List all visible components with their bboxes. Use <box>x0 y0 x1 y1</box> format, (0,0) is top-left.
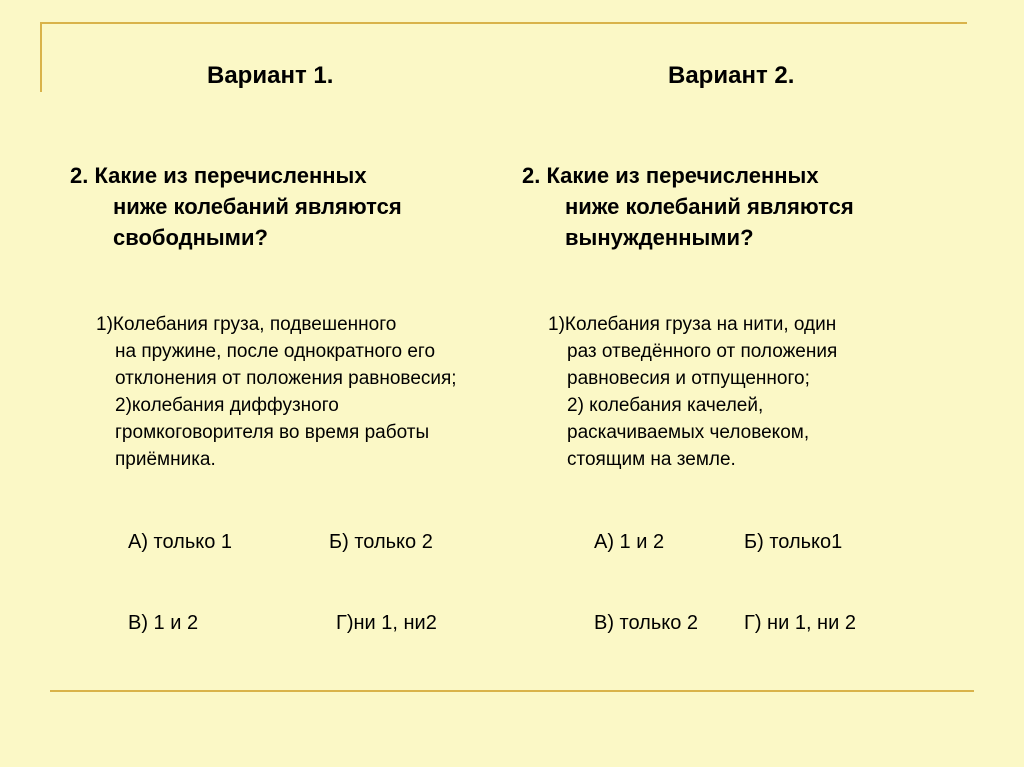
variant-1-option-a: А) только 1 <box>128 531 233 553</box>
variant-2-items <box>548 311 948 473</box>
left-rule <box>40 22 42 92</box>
variant-2-items-rest-1: раз отведённого от положения равновесия и отпущенного; <box>567 341 838 389</box>
variant-1-question <box>70 160 490 253</box>
variant-2-option-a: А) 1 и 2 <box>594 531 665 553</box>
variant-1-items-rest: на пружине, после однократного его отклонения от положения равновесия; 2)колебания диффузного громкоговорителя во время работы приёмника. <box>115 341 457 470</box>
variant-2-question-rest: ниже колебаний являются вынужденными? <box>565 194 854 250</box>
variant-2-items-line-1: 1)Колебания груза на нити, один <box>548 314 837 335</box>
variant-1-option-c: В) 1 и 2 <box>128 612 199 634</box>
variant-2-items-rest-2: 2) колебания качелей, раскачиваемых человеком, стоящим на земле. <box>567 395 810 470</box>
variant-1-title: Вариант 1. <box>207 62 334 89</box>
variant-2-question <box>522 160 962 253</box>
variant-2-option-d: Г) ни 1, ни 2 <box>744 612 856 634</box>
variant-2-title: Вариант 2. <box>668 62 795 89</box>
variant-2-option-b: Б) только1 <box>744 531 843 553</box>
top-rule <box>40 22 967 24</box>
variant-2-option-c: В) только 2 <box>594 612 699 634</box>
variant-1-option-b: Б) только 2 <box>329 531 433 553</box>
variant-1-items <box>96 311 496 473</box>
bottom-rule <box>50 690 974 692</box>
variant-1-items-line-1: 1)Колебания груза, подвешенного <box>96 314 397 335</box>
variant-1-question-line-1: 2. Какие из перечисленных <box>70 163 367 188</box>
variant-1-option-d: Г)ни 1, ни2 <box>336 612 437 634</box>
variant-1-question-rest: ниже колебаний являются свободными? <box>113 194 402 250</box>
variant-2-question-line-1: 2. Какие из перечисленных <box>522 163 819 188</box>
